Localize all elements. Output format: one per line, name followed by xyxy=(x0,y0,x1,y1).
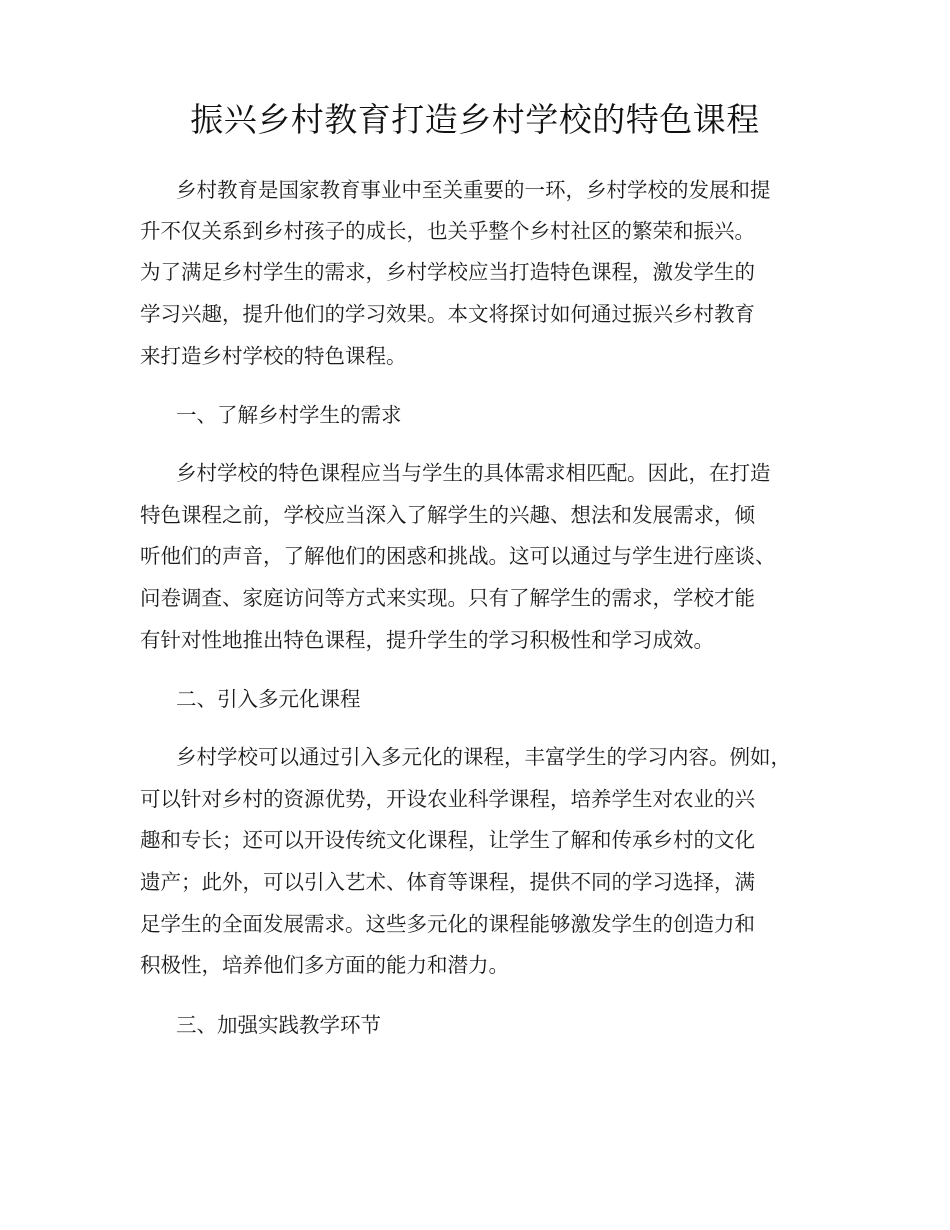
paragraph-line: 足学生的全面发展需求。这些多元化的课程能够激发学生的创造力和 xyxy=(140,912,755,936)
paragraph-line: 乡村学校可以通过引入多元化的课程，丰富学生的学习内容。例如， xyxy=(176,745,791,769)
paragraph-line: 乡村学校的特色课程应当与学生的具体需求相匹配。因此，在打造 xyxy=(176,461,771,485)
intro-line: 学习兴趣，提升他们的学习效果。本文将探讨如何通过振兴乡村教育 xyxy=(140,302,755,326)
section-heading: 二、引入多元化课程 xyxy=(176,687,361,711)
intro-line: 升不仅关系到乡村孩子的成长，也关乎整个乡村社区的繁荣和振兴。 xyxy=(140,219,755,243)
paragraph-line: 特色课程之前，学校应当深入了解学生的兴趣、想法和发展需求，倾 xyxy=(140,503,755,527)
paragraph-line: 可以针对乡村的资源优势，开设农业科学课程，培养学生对农业的兴 xyxy=(140,787,755,811)
paragraph-line: 遗产；此外，可以引入艺术、体育等课程，提供不同的学习选择，满 xyxy=(140,870,755,894)
paragraph-line: 听他们的声音，了解他们的困惑和挑战。这可以通过与学生进行座谈、 xyxy=(140,544,776,568)
section-heading: 三、加强实践教学环节 xyxy=(176,1013,381,1037)
intro-line: 乡村教育是国家教育事业中至关重要的一环，乡村学校的发展和提 xyxy=(176,178,771,202)
intro-line: 来打造乡村学校的特色课程。 xyxy=(140,344,407,368)
document-title: 振兴乡村教育打造乡村学校的特色课程 xyxy=(190,100,760,139)
intro-line: 为了满足乡村学生的需求，乡村学校应当打造特色课程，激发学生的 xyxy=(140,260,755,284)
paragraph-line: 趣和专长；还可以开设传统文化课程，让学生了解和传承乡村的文化 xyxy=(140,828,755,852)
paragraph-line: 问卷调查、家庭访问等方式来实现。只有了解学生的需求，学校才能 xyxy=(140,586,755,610)
paragraph-line: 有针对性地推出特色课程，提升学生的学习积极性和学习成效。 xyxy=(140,628,714,652)
section-heading: 一、了解乡村学生的需求 xyxy=(176,403,402,427)
paragraph-line: 积极性，培养他们多方面的能力和潜力。 xyxy=(140,953,509,977)
